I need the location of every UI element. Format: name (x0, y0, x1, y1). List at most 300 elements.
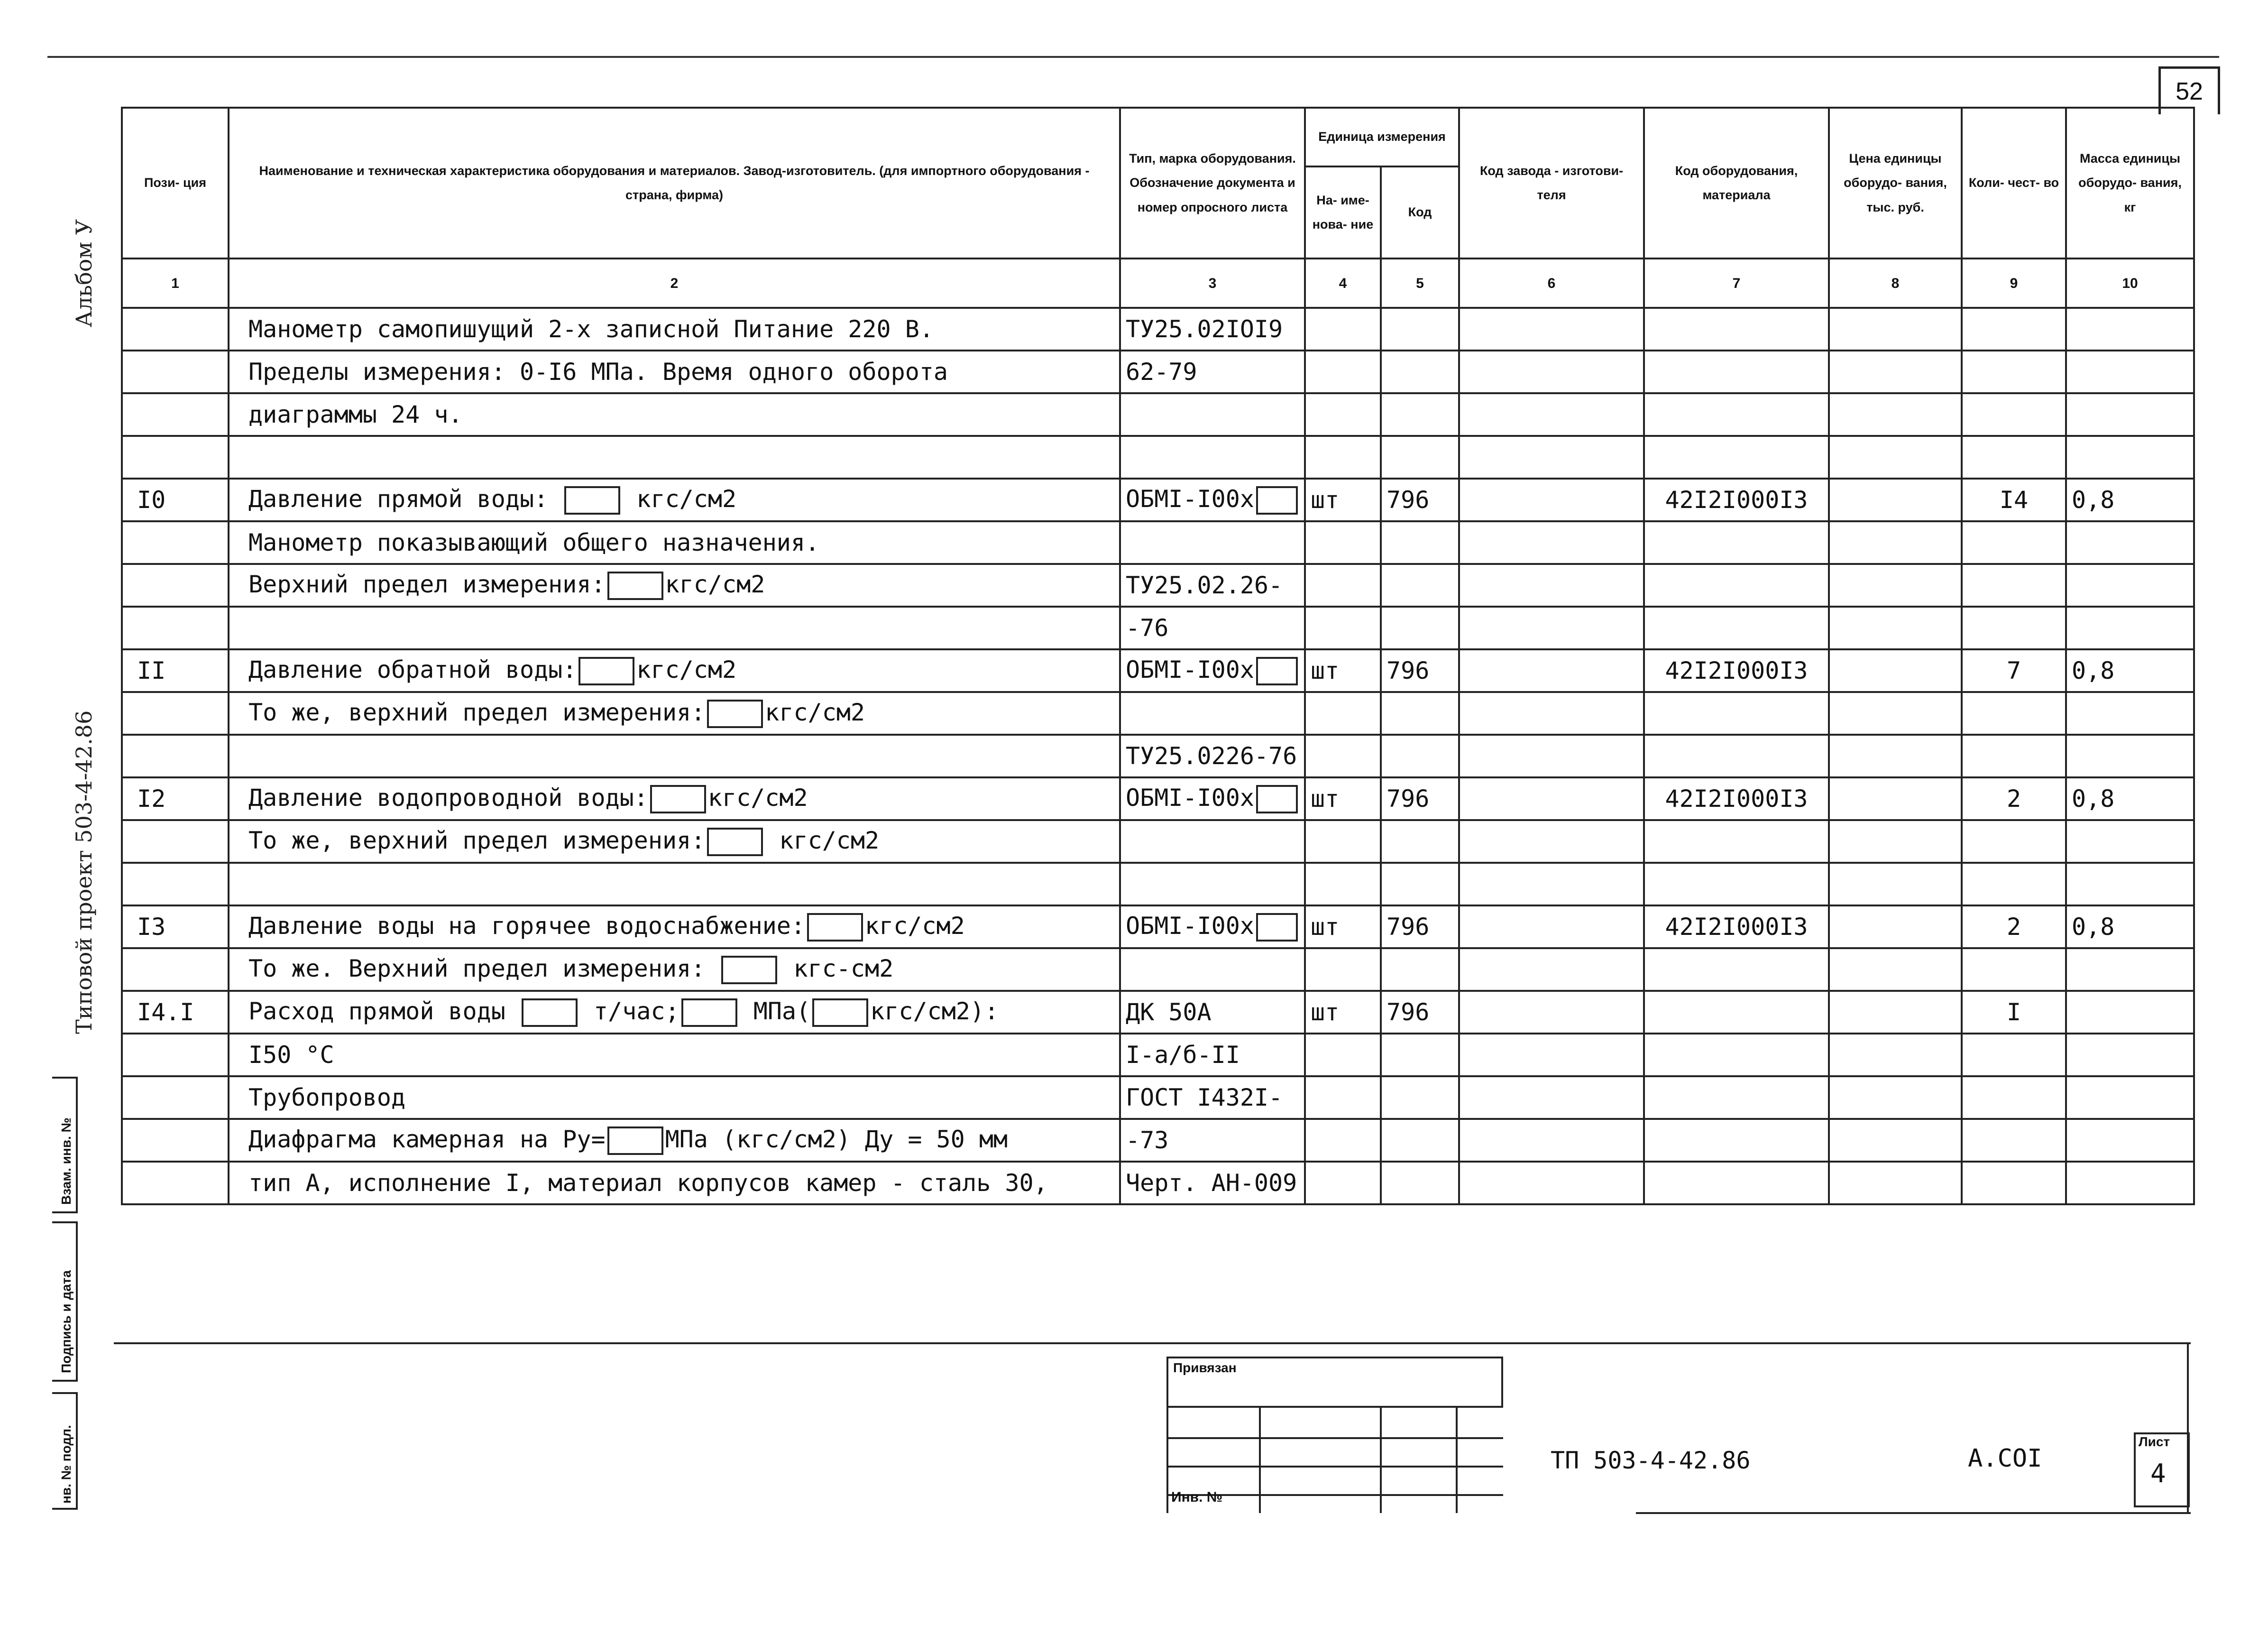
mass-cell (2066, 991, 2194, 1034)
position-cell (122, 1119, 229, 1162)
quantity-cell (1962, 1119, 2066, 1162)
cell-text: I3 (137, 913, 166, 941)
blank-field-box (812, 998, 868, 1027)
table-row (122, 948, 2194, 991)
equipment-code-cell (1644, 479, 1829, 521)
price-cell (1829, 649, 1962, 692)
cell-text: 42I2I000I3 (1665, 785, 1808, 812)
name-cell (229, 1034, 1120, 1076)
quantity-cell (1962, 479, 2066, 521)
sheet-number: 4 (2150, 1459, 2166, 1488)
cell-text: Давление водопроводной воды: (248, 784, 648, 812)
unit-code-cell (1381, 692, 1459, 735)
factory-code-cell (1459, 393, 1644, 436)
blank-field-box (522, 998, 578, 1027)
unit-code-cell (1381, 735, 1459, 777)
unit-code-cell (1381, 436, 1459, 479)
cell-text: шт (1311, 785, 1340, 812)
equipment-code-cell (1644, 1162, 1829, 1204)
mass-cell (2066, 863, 2194, 905)
position-cell (122, 308, 229, 351)
type-cell (1120, 436, 1305, 479)
unit-cell (1305, 905, 1381, 948)
quantity-cell (1962, 1162, 2066, 1204)
podpis-label: Подпись и дата (59, 1270, 73, 1373)
document-code: ТП 503-4-42.86 (1551, 1447, 1751, 1474)
equipment-code-cell (1644, 777, 1829, 820)
factory-code-cell (1459, 991, 1644, 1034)
cell-text: кгс/см2 (622, 485, 737, 513)
price-cell (1829, 1162, 1962, 1204)
table-row (122, 649, 2194, 692)
footer-top-rule (114, 1342, 2191, 1344)
cell-text: шт (1311, 998, 1340, 1026)
quantity-cell (1962, 905, 2066, 948)
position-cell (122, 351, 229, 393)
unit-code-cell (1381, 991, 1459, 1034)
table-row (122, 1162, 2194, 1204)
factory-code-cell (1459, 1034, 1644, 1076)
name-cell (229, 1076, 1120, 1119)
mass-cell (2066, 436, 2194, 479)
cell-text: ТУ25.0226-76 (1126, 742, 1297, 770)
price-cell (1829, 308, 1962, 351)
cell-text: кгс/см2 (707, 784, 808, 812)
cell-text: кгс/см2 (636, 656, 737, 683)
unit-cell (1305, 393, 1381, 436)
position-cell (122, 1034, 229, 1076)
factory-code-cell (1459, 692, 1644, 735)
cell-text: 7 (2006, 657, 2021, 684)
position-cell (122, 692, 229, 735)
mass-cell (2066, 607, 2194, 649)
header-unit-group: Единица измерения (1305, 108, 1459, 166)
column-number: 1 (122, 259, 229, 308)
type-cell (1120, 692, 1305, 735)
cell-text: 62-79 (1126, 358, 1197, 386)
equipment-code-cell (1644, 393, 1829, 436)
unit-cell (1305, 351, 1381, 393)
unit-code-cell (1381, 479, 1459, 521)
mass-cell (2066, 1119, 2194, 1162)
header-factory-code: Код завода - изготови- теля (1459, 108, 1644, 259)
price-cell (1829, 948, 1962, 991)
stamp-rule (1166, 1437, 1503, 1439)
project-label: Типовой проект 503-4-42.86 (71, 710, 97, 1034)
cell-text: кгс/см2 (765, 826, 880, 854)
header-name: Наименование и техническая характеристика оборудования и материалов. Завод-изготовитель. (для импортного оборудования - страна, фирма) (229, 108, 1120, 259)
price-cell (1829, 777, 1962, 820)
cell-text: Пределы измерения: 0-I6 МПа. Время одного оборота (248, 358, 948, 386)
equipment-code-cell (1644, 607, 1829, 649)
table-row (122, 1034, 2194, 1076)
position-cell (122, 436, 229, 479)
header-unit-code: Код (1381, 166, 1459, 259)
name-cell (229, 521, 1120, 564)
price-cell (1829, 479, 1962, 521)
quantity-cell (1962, 948, 2066, 991)
factory-code-cell (1459, 1162, 1644, 1204)
price-cell (1829, 735, 1962, 777)
quantity-cell (1962, 1076, 2066, 1119)
cell-text: I0 (137, 486, 166, 514)
type-cell (1120, 564, 1305, 607)
position-cell (122, 479, 229, 521)
unit-cell (1305, 863, 1381, 905)
inv-no-label: Инв. № (1171, 1489, 1223, 1505)
table-row (122, 1076, 2194, 1119)
table-row (122, 564, 2194, 607)
position-cell (122, 863, 229, 905)
cell-text: кгс/см2 (765, 698, 865, 726)
cell-text: I (2006, 998, 2021, 1026)
unit-code-cell (1381, 393, 1459, 436)
type-cell (1120, 1076, 1305, 1119)
column-number: 5 (1381, 259, 1459, 308)
specification-table (121, 107, 2195, 1205)
header-quantity: Коли- чест- во (1962, 108, 2066, 259)
cell-text: кгс/см2 (665, 570, 765, 598)
cell-text: Диафрагма камерная на Ру= (248, 1125, 606, 1153)
factory-code-cell (1459, 735, 1644, 777)
position-cell (122, 1076, 229, 1119)
inv-podl-label: нв. № подл. (59, 1425, 73, 1504)
equipment-code-cell (1644, 863, 1829, 905)
unit-cell (1305, 649, 1381, 692)
mass-cell (2066, 692, 2194, 735)
unit-code-cell (1381, 1076, 1459, 1119)
cell-text: ОБМI-I00х (1126, 784, 1254, 812)
table-row (122, 351, 2194, 393)
column-number: 2 (229, 259, 1120, 308)
cell-text: ТУ25.02IOI9 (1126, 315, 1283, 343)
cell-text: 0,8 (2072, 785, 2115, 812)
sheet-code: А.COI (1968, 1444, 2042, 1473)
mass-cell (2066, 905, 2194, 948)
unit-code-cell (1381, 1034, 1459, 1076)
cell-text: шт (1311, 486, 1340, 514)
table-row (122, 991, 2194, 1034)
cell-text: 42I2I000I3 (1665, 657, 1808, 684)
cell-text: ОБМI-I00х (1126, 656, 1254, 683)
quantity-cell (1962, 649, 2066, 692)
album-label: Альбом У (71, 219, 97, 327)
price-cell (1829, 436, 1962, 479)
cell-text: ГОСТ I432I- (1126, 1084, 1283, 1111)
cell-text: кгс/см2): (870, 997, 999, 1025)
name-cell (229, 1119, 1120, 1162)
cell-text: Верхний предел измерения: (248, 570, 606, 598)
quantity-cell (1962, 991, 2066, 1034)
table-row (122, 905, 2194, 948)
cell-text: 0,8 (2072, 657, 2115, 684)
name-cell (229, 905, 1120, 948)
equipment-code-cell (1644, 1076, 1829, 1119)
cell-text: -76 (1126, 614, 1169, 642)
type-cell (1120, 521, 1305, 564)
name-cell (229, 649, 1120, 692)
cell-text: I2 (137, 785, 166, 812)
price-cell (1829, 351, 1962, 393)
blank-field-box (1256, 785, 1298, 813)
equipment-code-cell (1644, 905, 1829, 948)
cell-text: 796 (1387, 657, 1430, 684)
type-cell (1120, 607, 1305, 649)
table-row (122, 607, 2194, 649)
mass-cell (2066, 1162, 2194, 1204)
header-unit-name: На- име- нова- ние (1305, 166, 1381, 259)
header-position: Пози- ция (122, 108, 229, 259)
unit-cell (1305, 1076, 1381, 1119)
sheet-label: Лист (2139, 1434, 2170, 1449)
equipment-code-cell (1644, 991, 1829, 1034)
cell-text: кгс/см2 (865, 912, 965, 940)
type-cell (1120, 777, 1305, 820)
price-cell (1829, 820, 1962, 863)
cell-text: I4.I (137, 998, 194, 1026)
position-cell (122, 905, 229, 948)
blank-field-box (650, 785, 706, 813)
position-cell (122, 735, 229, 777)
stamp-rule (1380, 1408, 1382, 1513)
position-cell (122, 991, 229, 1034)
table-row (122, 863, 2194, 905)
cell-text: Расход прямой воды (248, 997, 520, 1025)
cell-text: То же, верхний предел измерения: (248, 698, 706, 726)
top-rule (47, 56, 2219, 58)
cell-text: 0,8 (2072, 486, 2115, 514)
name-cell (229, 991, 1120, 1034)
name-cell (229, 948, 1120, 991)
cell-text: 2 (2006, 785, 2021, 812)
mass-cell (2066, 777, 2194, 820)
cell-text: Давление обратной воды: (248, 656, 577, 683)
type-cell (1120, 735, 1305, 777)
price-cell (1829, 1034, 1962, 1076)
type-cell (1120, 479, 1305, 521)
cell-text: То же, верхний предел измерения: (248, 826, 706, 854)
position-cell (122, 1162, 229, 1204)
blank-field-box (807, 913, 863, 942)
cell-text: диаграммы 24 ч. (248, 401, 463, 428)
unit-cell (1305, 1034, 1381, 1076)
quantity-cell (1962, 692, 2066, 735)
factory-code-cell (1459, 777, 1644, 820)
blank-field-box (564, 486, 620, 515)
cell-text: ДК 50А (1126, 998, 1212, 1026)
column-number: 9 (1962, 259, 2066, 308)
cell-text: 2 (2006, 913, 2021, 941)
quantity-cell (1962, 351, 2066, 393)
type-cell (1120, 905, 1305, 948)
unit-cell (1305, 692, 1381, 735)
stamp-rule (1456, 1408, 1458, 1513)
table-row (122, 777, 2194, 820)
cell-text: ОБМI-I00х (1126, 485, 1254, 513)
mass-cell (2066, 351, 2194, 393)
factory-code-cell (1459, 1076, 1644, 1119)
name-cell (229, 564, 1120, 607)
unit-code-cell (1381, 521, 1459, 564)
quantity-cell (1962, 863, 2066, 905)
blank-field-box (707, 700, 763, 728)
table-row (122, 692, 2194, 735)
factory-code-cell (1459, 436, 1644, 479)
equipment-code-cell (1644, 351, 1829, 393)
unit-cell (1305, 607, 1381, 649)
unit-code-cell (1381, 649, 1459, 692)
type-cell (1120, 351, 1305, 393)
header-equipment-code: Код оборудования, материала (1644, 108, 1829, 259)
cell-text: 796 (1387, 998, 1430, 1026)
table-row (122, 820, 2194, 863)
cell-text: I-а/б-II (1126, 1041, 1240, 1069)
privyazan-label: Привязан (1166, 1357, 1503, 1408)
cell-text: -73 (1126, 1126, 1169, 1154)
cell-text: Манометр показывающий общего назначения. (248, 529, 820, 556)
unit-code-cell (1381, 863, 1459, 905)
quantity-cell (1962, 607, 2066, 649)
cell-text: кгс-см2 (779, 954, 894, 982)
table-row (122, 393, 2194, 436)
unit-cell (1305, 777, 1381, 820)
mass-cell (2066, 521, 2194, 564)
header-type: Тип, марка оборудования. Обозначение документа и номер опросного листа (1120, 108, 1305, 259)
name-cell (229, 308, 1120, 351)
name-cell (229, 692, 1120, 735)
cell-text: ТУ25.02.26- (1126, 572, 1283, 599)
factory-code-cell (1459, 863, 1644, 905)
mass-cell (2066, 564, 2194, 607)
blank-field-box (607, 1126, 663, 1155)
quantity-cell (1962, 820, 2066, 863)
type-cell (1120, 863, 1305, 905)
type-cell (1120, 820, 1305, 863)
equipment-code-cell (1644, 436, 1829, 479)
factory-code-cell (1459, 820, 1644, 863)
mass-cell (2066, 308, 2194, 351)
cell-text: шт (1311, 657, 1340, 684)
cell-text: МПа( (739, 997, 811, 1025)
blank-field-box (681, 998, 737, 1027)
name-cell (229, 1162, 1120, 1204)
name-cell (229, 607, 1120, 649)
column-number: 6 (1459, 259, 1644, 308)
cell-text: Черт. АН-009 (1126, 1169, 1297, 1197)
equipment-code-cell (1644, 649, 1829, 692)
stamp-rule (1166, 1408, 1168, 1513)
blank-field-box (1256, 657, 1298, 685)
unit-cell (1305, 479, 1381, 521)
table-row (122, 735, 2194, 777)
blank-field-box (1256, 913, 1298, 942)
stamp-rule (1166, 1466, 1503, 1468)
cell-text: 796 (1387, 913, 1430, 941)
cell-text: II (137, 657, 166, 684)
price-cell (1829, 692, 1962, 735)
type-cell (1120, 649, 1305, 692)
type-cell (1120, 948, 1305, 991)
name-cell (229, 393, 1120, 436)
cell-text: 0,8 (2072, 913, 2115, 941)
blank-field-box (1256, 486, 1298, 515)
cell-text: 796 (1387, 486, 1430, 514)
cell-text: Давление воды на горячее водоснабжение: (248, 912, 805, 940)
position-cell (122, 820, 229, 863)
unit-cell (1305, 735, 1381, 777)
equipment-code-cell (1644, 735, 1829, 777)
equipment-code-cell (1644, 820, 1829, 863)
unit-cell (1305, 436, 1381, 479)
unit-code-cell (1381, 820, 1459, 863)
factory-code-cell (1459, 351, 1644, 393)
equipment-code-cell (1644, 948, 1829, 991)
unit-code-cell (1381, 564, 1459, 607)
equipment-code-cell (1644, 692, 1829, 735)
unit-cell (1305, 991, 1381, 1034)
unit-code-cell (1381, 308, 1459, 351)
cell-text: 42I2I000I3 (1665, 913, 1808, 941)
unit-cell (1305, 1119, 1381, 1162)
factory-code-cell (1459, 649, 1644, 692)
header-price: Цена единицы оборудо- вания, тыс. руб. (1829, 108, 1962, 259)
position-cell (122, 521, 229, 564)
cell-text: тип А, исполнение I, материал корпусов камер - сталь 30, (248, 1169, 1048, 1197)
type-cell (1120, 1119, 1305, 1162)
blank-field-box (578, 657, 634, 685)
price-cell (1829, 393, 1962, 436)
cell-text: Манометр самопишущий 2-х записной Питание 220 В. (248, 315, 934, 343)
name-cell (229, 479, 1120, 521)
table-row (122, 308, 2194, 351)
stamp-rule (1259, 1408, 1261, 1513)
factory-code-cell (1459, 479, 1644, 521)
quantity-cell (1962, 1034, 2066, 1076)
unit-code-cell (1381, 607, 1459, 649)
type-cell (1120, 1034, 1305, 1076)
position-cell (122, 649, 229, 692)
column-number: 10 (2066, 259, 2194, 308)
column-number: 7 (1644, 259, 1829, 308)
mass-cell (2066, 649, 2194, 692)
quantity-cell (1962, 564, 2066, 607)
cell-text: I4 (1999, 486, 2029, 514)
unit-code-cell (1381, 948, 1459, 991)
name-cell (229, 436, 1120, 479)
equipment-code-cell (1644, 564, 1829, 607)
quantity-cell (1962, 735, 2066, 777)
unit-cell (1305, 948, 1381, 991)
position-cell (122, 948, 229, 991)
quantity-cell (1962, 393, 2066, 436)
vzam-inv-label: Взам. инв. № (59, 1117, 73, 1205)
table-row (122, 1119, 2194, 1162)
quantity-cell (1962, 777, 2066, 820)
factory-code-cell (1459, 1119, 1644, 1162)
cell-text: 796 (1387, 785, 1430, 812)
equipment-code-cell (1644, 308, 1829, 351)
unit-cell (1305, 521, 1381, 564)
cell-text: I50 °С (248, 1041, 334, 1069)
position-cell (122, 777, 229, 820)
position-cell (122, 393, 229, 436)
price-cell (1829, 905, 1962, 948)
type-cell (1120, 393, 1305, 436)
blank-field-box (721, 956, 777, 984)
unit-cell (1305, 564, 1381, 607)
mass-cell (2066, 735, 2194, 777)
cell-text: т/час; (579, 997, 679, 1025)
